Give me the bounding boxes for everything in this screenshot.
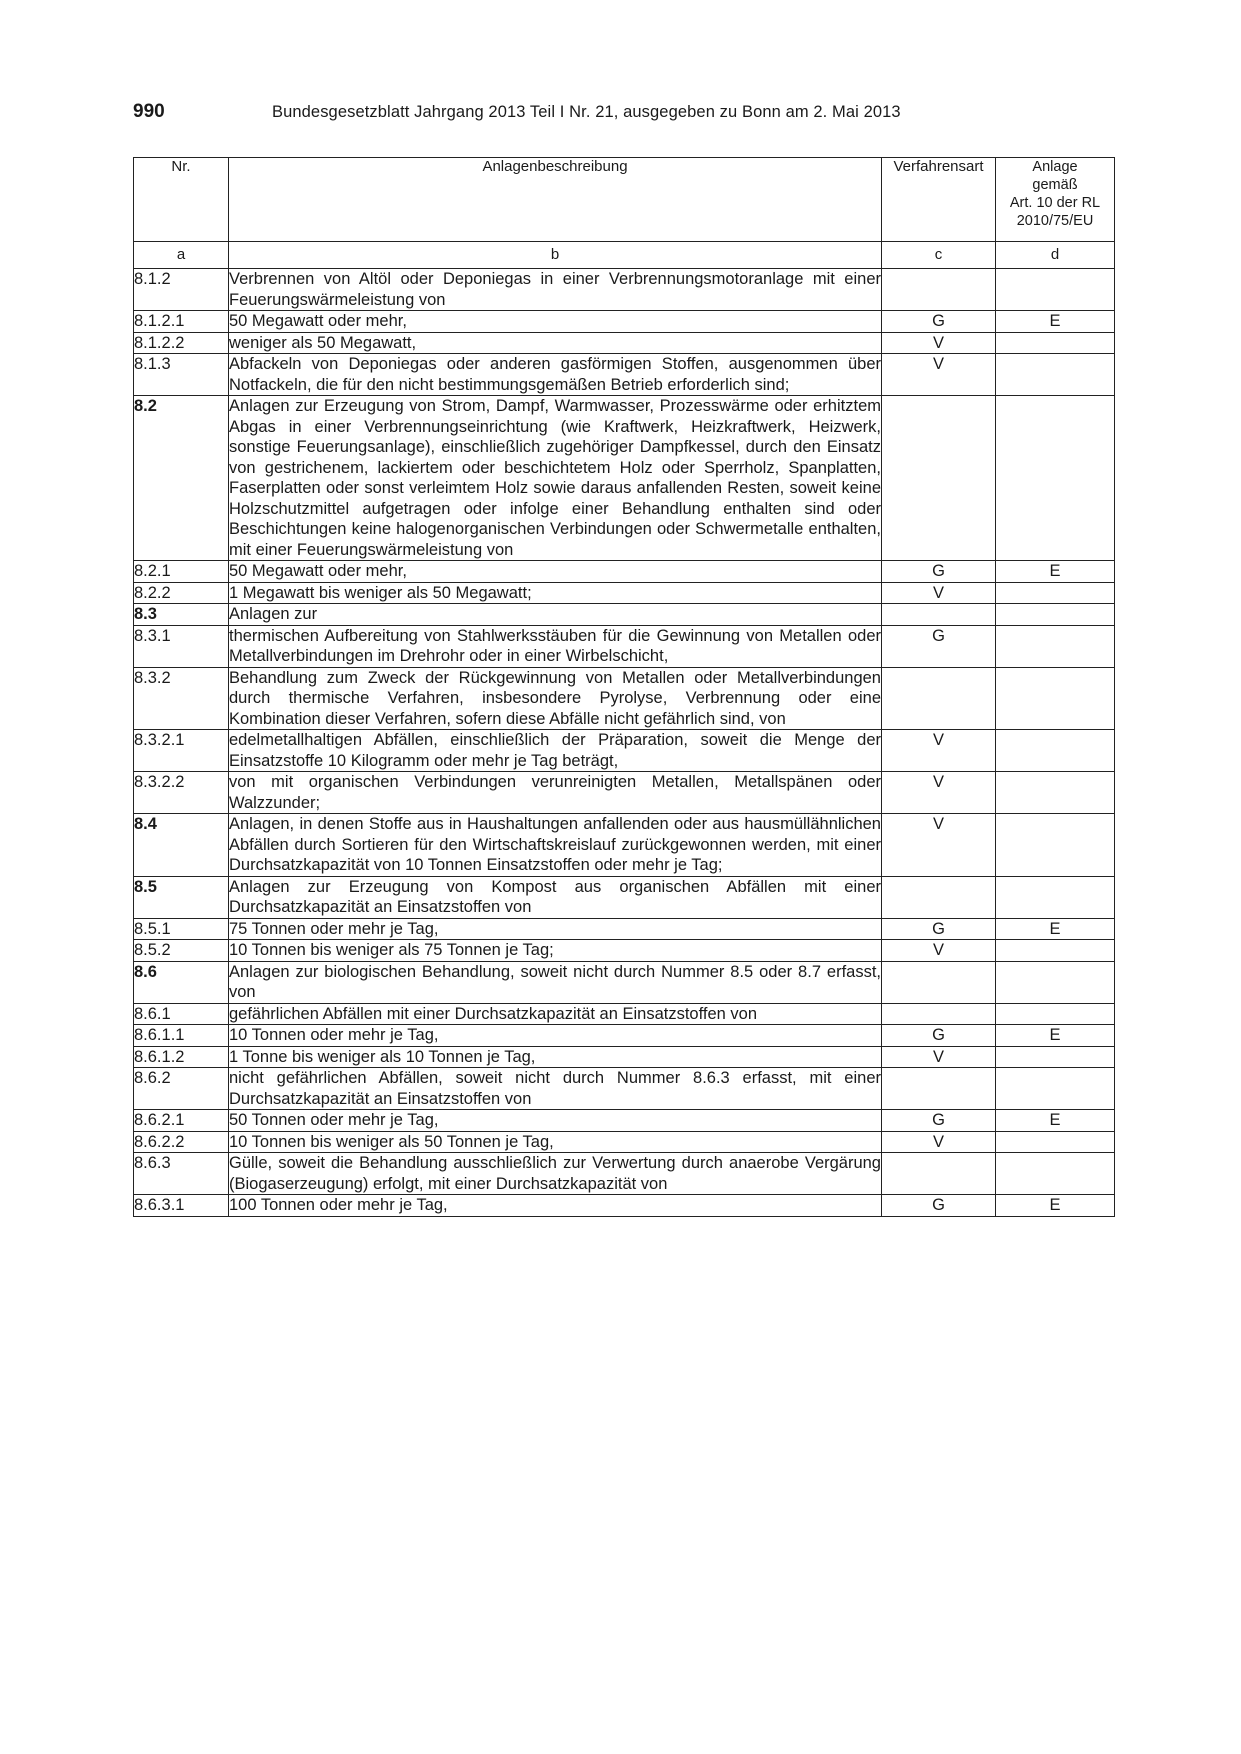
table-row	[134, 1068, 1115, 1110]
row-annex-code	[996, 269, 1115, 311]
row-number: 8.3.2	[134, 667, 229, 730]
column-letter-a: a	[134, 242, 229, 269]
row-annex-code	[996, 604, 1115, 626]
row-procedure-code: V	[882, 940, 996, 962]
row-procedure-code	[882, 961, 996, 1003]
row-description-text: 75 Tonnen oder mehr je Tag,	[229, 919, 439, 938]
row-number: 8.2.2	[134, 582, 229, 604]
row-description	[229, 332, 882, 354]
row-procedure-code: V	[882, 772, 996, 814]
row-description-text: 10 Tonnen oder mehr je Tag,	[229, 1026, 439, 1044]
row-annex-code	[996, 354, 1115, 396]
row-procedure-code: V	[882, 1046, 996, 1068]
row-description-text: 10 Tonnen bis weniger als 50 Tonnen je Tag,	[229, 1132, 554, 1151]
row-description-text: Behandlung zum Zweck der Rückgewinnung von Metallen oder Metallverbindungen durch thermische Verfahren, insbesondere Pyrolyse, Verbrennung oder eine Kombination dieser Verfahren, sofern diese Abfälle nicht gefährlich sind, von	[229, 668, 881, 728]
table-row	[134, 332, 1115, 354]
row-procedure-code	[882, 876, 996, 918]
row-number: 8.6.1	[134, 1003, 229, 1025]
row-description	[229, 269, 882, 311]
column-letter-row	[134, 242, 1115, 269]
table-row	[134, 625, 1115, 667]
table-row	[134, 667, 1115, 730]
row-description-text: 50 Megawatt oder mehr,	[229, 312, 407, 330]
row-number: 8.1.2.2	[134, 332, 229, 354]
row-procedure-code: G	[882, 1025, 996, 1047]
table-row	[134, 582, 1115, 604]
row-number: 8.2	[134, 396, 229, 561]
row-annex-code: E	[996, 561, 1115, 583]
row-description	[229, 730, 882, 772]
table-row	[134, 940, 1115, 962]
row-procedure-code: G	[882, 561, 996, 583]
row-number: 8.1.2	[134, 269, 229, 311]
row-number: 8.1.3	[134, 354, 229, 396]
row-annex-code	[996, 396, 1115, 561]
row-description	[229, 561, 882, 583]
row-number: 8.6	[134, 961, 229, 1003]
row-annex-code	[996, 730, 1115, 772]
row-description	[229, 396, 882, 561]
row-annex-code	[996, 1003, 1115, 1025]
row-description	[229, 961, 882, 1003]
row-description	[229, 1153, 882, 1195]
annex-header-line: 2010/75/EU	[1016, 213, 1094, 229]
row-number: 8.6.3	[134, 1153, 229, 1195]
row-description	[229, 604, 882, 626]
row-description-text: Anlagen zur Erzeugung von Kompost aus organischen Abfällen mit einer Durchsatzkapazität an Einsatzstoffen von	[229, 877, 881, 916]
row-number: 8.6.1.1	[134, 1025, 229, 1047]
table-row	[134, 961, 1115, 1003]
column-letter-c: c	[882, 242, 996, 269]
row-description	[229, 1046, 882, 1068]
row-procedure-code: V	[882, 354, 996, 396]
row-annex-code	[996, 625, 1115, 667]
column-header-procedure: Verfahrensart	[882, 158, 996, 242]
row-number: 8.5.2	[134, 940, 229, 962]
table-body	[134, 269, 1115, 1217]
row-procedure-code	[882, 1003, 996, 1025]
table-row	[134, 1153, 1115, 1195]
row-description	[229, 876, 882, 918]
row-annex-code	[996, 1153, 1115, 1195]
table-row	[134, 876, 1115, 918]
table-row	[134, 1003, 1115, 1025]
row-annex-code: E	[996, 1025, 1115, 1047]
table-row	[134, 1025, 1115, 1047]
column-letter-d: d	[996, 242, 1115, 269]
row-description	[229, 940, 882, 962]
row-description-text: thermischen Aufbereitung von Stahlwerksstäuben für die Gewinnung von Metallen oder Metallverbindungen im Drehrohr oder in einer Wirbelschicht,	[229, 626, 881, 665]
row-annex-code	[996, 1131, 1115, 1153]
table-row	[134, 561, 1115, 583]
row-annex-code	[996, 772, 1115, 814]
row-annex-code	[996, 332, 1115, 354]
table-row	[134, 814, 1115, 877]
row-description	[229, 354, 882, 396]
row-number: 8.3.1	[134, 625, 229, 667]
row-number: 8.6.3.1	[134, 1195, 229, 1217]
row-annex-code	[996, 1068, 1115, 1110]
table-row	[134, 1195, 1115, 1217]
row-annex-code	[996, 582, 1115, 604]
table-row	[134, 1131, 1115, 1153]
row-procedure-code: V	[882, 332, 996, 354]
installations-table	[133, 157, 1115, 1217]
row-description-text: 100 Tonnen oder mehr je Tag,	[229, 1196, 448, 1214]
page-header	[133, 101, 1113, 125]
row-description	[229, 772, 882, 814]
row-number: 8.6.1.2	[134, 1046, 229, 1068]
row-annex-code: E	[996, 1195, 1115, 1217]
row-description	[229, 311, 882, 333]
row-number: 8.5.1	[134, 918, 229, 940]
row-description-text: 50 Megawatt oder mehr,	[229, 562, 407, 580]
row-description	[229, 918, 882, 940]
row-description-text: Anlagen zur biologischen Behandlung, soweit nicht durch Nummer 8.5 oder 8.7 erfasst, von	[229, 962, 881, 1001]
row-number: 8.6.2.2	[134, 1131, 229, 1153]
table-row	[134, 1046, 1115, 1068]
table-row	[134, 396, 1115, 561]
table-row	[134, 1110, 1115, 1132]
row-procedure-code: G	[882, 1195, 996, 1217]
table-row	[134, 311, 1115, 333]
row-description-text: 50 Tonnen oder mehr je Tag,	[229, 1111, 439, 1129]
row-description	[229, 1195, 882, 1217]
table-row	[134, 604, 1115, 626]
row-procedure-code: V	[882, 1131, 996, 1153]
row-procedure-code	[882, 604, 996, 626]
row-number: 8.3.2.1	[134, 730, 229, 772]
table-header-row	[134, 158, 1115, 242]
row-annex-code: E	[996, 311, 1115, 333]
row-description	[229, 1110, 882, 1132]
row-description-text: edelmetallhaltigen Abfällen, einschließlich der Präparation, soweit die Menge der Einsatzstoffe 10 Kilogramm oder mehr je Tag beträgt,	[229, 731, 881, 770]
row-procedure-code: V	[882, 730, 996, 772]
annex-header-line: Anlage	[1032, 159, 1078, 175]
page-number: 990	[133, 101, 165, 122]
column-header-annex	[996, 158, 1115, 242]
row-description-text: 10 Tonnen bis weniger als 75 Tonnen je Tag;	[229, 941, 554, 959]
table-row	[134, 269, 1115, 311]
row-procedure-code: G	[882, 918, 996, 940]
row-description	[229, 667, 882, 730]
running-title: Bundesgesetzblatt Jahrgang 2013 Teil I Nr. 21, ausgegeben zu Bonn am 2. Mai 2013	[272, 103, 901, 121]
row-procedure-code: V	[882, 582, 996, 604]
row-annex-code	[996, 961, 1115, 1003]
row-description	[229, 814, 882, 877]
row-procedure-code	[882, 396, 996, 561]
row-number: 8.6.2	[134, 1068, 229, 1110]
row-description-text: Anlagen zur	[229, 605, 318, 623]
row-procedure-code	[882, 667, 996, 730]
row-annex-code: E	[996, 918, 1115, 940]
row-annex-code: E	[996, 1110, 1115, 1132]
row-description	[229, 1025, 882, 1047]
row-procedure-code	[882, 1068, 996, 1110]
row-description	[229, 582, 882, 604]
annex-header-line: gemäß	[1032, 177, 1078, 193]
row-procedure-code	[882, 1153, 996, 1195]
row-procedure-code: V	[882, 814, 996, 877]
row-number: 8.3	[134, 604, 229, 626]
row-annex-code	[996, 940, 1115, 962]
row-description-text: Verbrennen von Altöl oder Deponiegas in einer Verbrennungsmotoranlage mit einer Feuerungswärmeleistung von	[229, 270, 881, 309]
row-number: 8.3.2.2	[134, 772, 229, 814]
row-procedure-code: G	[882, 311, 996, 333]
table-row	[134, 354, 1115, 396]
row-number: 8.6.2.1	[134, 1110, 229, 1132]
row-description-text: weniger als 50 Megawatt,	[229, 333, 417, 352]
row-description-text: Gülle, soweit die Behandlung ausschließlich zur Verwertung durch anaerobe Vergärung (Biogaserzeugung) erfolgt, mit einer Durchsatzkapazität von	[229, 1154, 881, 1193]
table-row	[134, 772, 1115, 814]
column-header-description: Anlagenbeschreibung	[229, 158, 882, 242]
row-description	[229, 1131, 882, 1153]
row-description	[229, 1003, 882, 1025]
row-annex-code	[996, 1046, 1115, 1068]
row-description	[229, 1068, 882, 1110]
row-procedure-code: G	[882, 1110, 996, 1132]
row-description	[229, 625, 882, 667]
row-number: 8.2.1	[134, 561, 229, 583]
row-annex-code	[996, 876, 1115, 918]
row-procedure-code: G	[882, 625, 996, 667]
row-annex-code	[996, 667, 1115, 730]
row-number: 8.4	[134, 814, 229, 877]
row-description-text: 1 Megawatt bis weniger als 50 Megawatt;	[229, 583, 532, 602]
annex-header-line: Art. 10 der RL	[1009, 195, 1101, 211]
row-description-text: nicht gefährlichen Abfällen, soweit nicht durch Nummer 8.6.3 erfasst, mit einer Durchsatzkapazität an Einsatzstoffen von	[229, 1069, 881, 1108]
row-description-text: 1 Tonne bis weniger als 10 Tonnen je Tag,	[229, 1047, 536, 1066]
row-number: 8.1.2.1	[134, 311, 229, 333]
row-description-text: Anlagen, in denen Stoffe aus in Haushaltungen anfallenden oder aus hausmüllähnlichen Abfällen durch Sortieren für den Wirtschaftskreislauf zurückgewonnen werden, mit einer Durchsatzkapazität von 10 Tonnen Einsatzstoffen oder mehr je Tag;	[229, 815, 881, 874]
row-description-text: Anlagen zur Erzeugung von Strom, Dampf, Warmwasser, Prozesswärme oder erhitztem Abgas in einer Verbrennungseinrichtung (wie Kraftwerk, Heizkraftwerk, Heizwerk, sonstige Feuerungsanlage), einschließlich zugehöriger Dampfkessel, durch den Einsatz von gestrichenem, lackiertem oder beschichtetem Holz oder Sperrholz, Spanplatten, Faserplatten oder sonst verleimtem Holz sowie daraus anfallenden Resten, soweit keine Holzschutzmittel aufgetragen oder infolge einer Behandlung enthalten sind oder Beschichtungen keine halogenorganischen Verbindungen oder Schwermetalle enthalten, mit einer Feuerungswärmeleistung von	[229, 397, 881, 559]
row-number: 8.5	[134, 876, 229, 918]
table-row	[134, 730, 1115, 772]
row-description-text: gefährlichen Abfällen mit einer Durchsatzkapazität an Einsatzstoffen von	[229, 1004, 757, 1023]
row-procedure-code	[882, 269, 996, 311]
row-annex-code	[996, 814, 1115, 877]
column-header-nr: Nr.	[134, 158, 229, 242]
table-row	[134, 918, 1115, 940]
column-letter-b: b	[229, 242, 882, 269]
row-description-text: von mit organischen Verbindungen verunreinigten Metallen, Metallspänen oder Walzzunder;	[229, 773, 881, 812]
row-description-text: Abfackeln von Deponiegas oder anderen gasförmigen Stoffen, ausgenommen über Notfackeln, die für den nicht bestimmungsgemäßen Betrieb erforderlich sind;	[229, 355, 881, 394]
